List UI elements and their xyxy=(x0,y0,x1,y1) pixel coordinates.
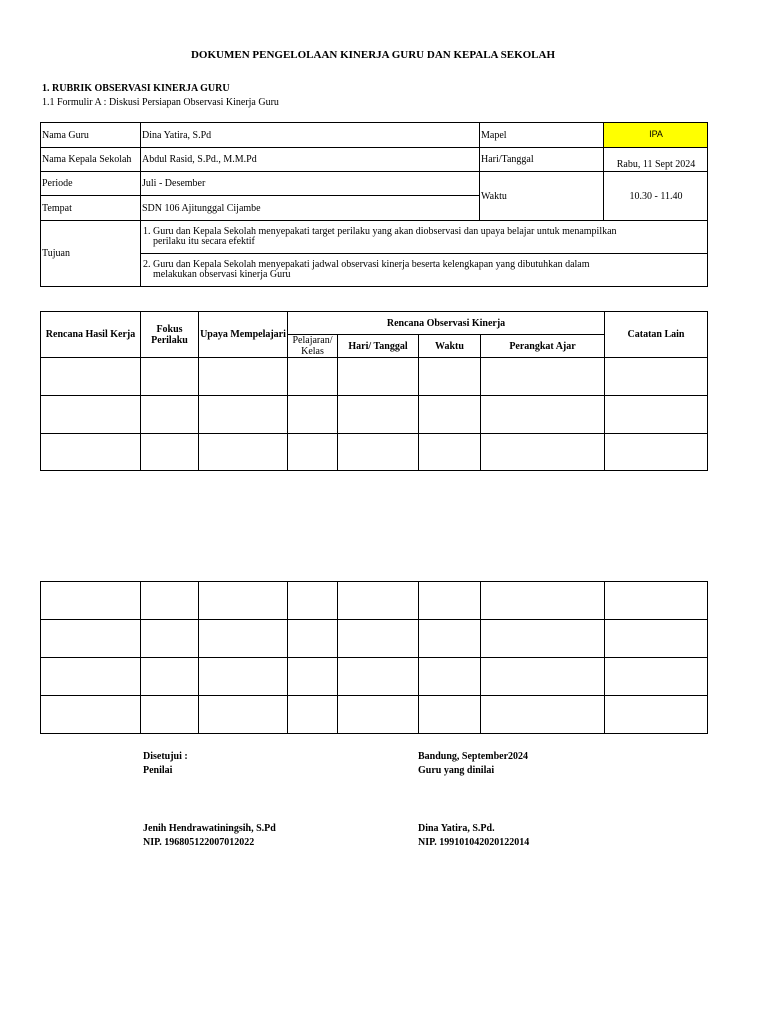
cell[interactable] xyxy=(288,434,338,471)
cell[interactable] xyxy=(199,696,288,734)
cell[interactable] xyxy=(481,658,605,696)
value-tempat: SDN 106 Ajitunggal Cijambe xyxy=(141,196,480,221)
cell[interactable] xyxy=(605,658,708,696)
cell[interactable] xyxy=(141,396,199,434)
cell[interactable] xyxy=(338,696,419,734)
cell[interactable] xyxy=(288,696,338,734)
cell[interactable] xyxy=(199,358,288,396)
header-catatan-lain: Catatan Lain xyxy=(605,312,708,358)
guru-name: Dina Yatira, S.Pd. xyxy=(418,823,495,834)
tujuan-item-1 xyxy=(141,221,708,254)
cell[interactable] xyxy=(419,658,481,696)
cell[interactable] xyxy=(605,396,708,434)
table-row xyxy=(41,620,708,658)
cell[interactable] xyxy=(141,434,199,471)
header-rencana-hasil-kerja: Rencana Hasil Kerja xyxy=(41,312,141,358)
label-periode: Periode xyxy=(41,172,141,196)
cell[interactable] xyxy=(419,696,481,734)
table-row xyxy=(41,582,708,620)
cell[interactable] xyxy=(605,582,708,620)
cell[interactable] xyxy=(141,582,199,620)
identity-table xyxy=(40,122,708,287)
cell[interactable] xyxy=(41,658,141,696)
penilai-nip: NIP. 196805122007012022 xyxy=(143,837,255,848)
cell[interactable] xyxy=(605,696,708,734)
cell[interactable] xyxy=(419,620,481,658)
cell[interactable] xyxy=(481,358,605,396)
cell[interactable] xyxy=(481,620,605,658)
cell[interactable] xyxy=(141,358,199,396)
value-waktu: 10.30 - 11.40 xyxy=(604,172,708,221)
header-rencana-observasi: Rencana Observasi Kinerja xyxy=(288,312,605,335)
cell[interactable] xyxy=(419,434,481,471)
observation-plan-table-continued xyxy=(40,581,708,734)
tujuan-2-line-1: 2. Guru dan Kepala Sekolah menyepakati jadwal observasi kinerja beserta kelengkapan yang dibutuhkan dalam xyxy=(143,259,590,270)
cell[interactable] xyxy=(141,658,199,696)
cell[interactable] xyxy=(288,658,338,696)
cell[interactable] xyxy=(41,358,141,396)
cell[interactable] xyxy=(481,696,605,734)
cell[interactable] xyxy=(288,582,338,620)
cell[interactable] xyxy=(338,434,419,471)
cell[interactable] xyxy=(605,358,708,396)
cell[interactable] xyxy=(481,434,605,471)
penilai-name: Jenih Hendrawatiningsih, S.Pd xyxy=(143,823,276,834)
signature-block-penilai xyxy=(143,750,188,778)
cell[interactable] xyxy=(141,696,199,734)
guru-dinilai-label: Guru yang dinilai xyxy=(418,765,495,776)
cell[interactable] xyxy=(419,396,481,434)
label-waktu: Waktu xyxy=(480,172,604,221)
table-row xyxy=(41,696,708,734)
cell[interactable] xyxy=(338,358,419,396)
label-tujuan: Tujuan xyxy=(41,221,141,287)
cell[interactable] xyxy=(199,582,288,620)
label-hari-tanggal: Hari/Tanggal xyxy=(480,148,604,172)
cell[interactable] xyxy=(419,582,481,620)
header-waktu: Waktu xyxy=(419,335,481,358)
cell[interactable] xyxy=(288,358,338,396)
value-nama-guru: Dina Yatira, S.Pd xyxy=(141,123,480,148)
cell[interactable] xyxy=(605,620,708,658)
cell[interactable] xyxy=(41,582,141,620)
cell[interactable] xyxy=(338,658,419,696)
section-heading: 1. RUBRIK OBSERVASI KINERJA GURU xyxy=(42,83,230,94)
cell[interactable] xyxy=(41,434,141,471)
label-kepala-sekolah: Nama Kepala Sekolah xyxy=(41,148,141,172)
table-row xyxy=(41,358,708,396)
cell[interactable] xyxy=(141,620,199,658)
cell[interactable] xyxy=(199,396,288,434)
penilai-label: Penilai xyxy=(143,765,173,776)
value-mapel: IPA xyxy=(604,123,708,148)
subsection-heading: 1.1 Formulir A : Diskusi Persiapan Observasi Kinerja Guru xyxy=(42,97,279,108)
cell[interactable] xyxy=(288,396,338,434)
header-perangkat-ajar: Perangkat Ajar xyxy=(481,335,605,358)
label-nama-guru: Nama Guru xyxy=(41,123,141,148)
cell[interactable] xyxy=(338,620,419,658)
label-mapel: Mapel xyxy=(480,123,604,148)
cell[interactable] xyxy=(288,620,338,658)
signature-penilai-name xyxy=(143,822,276,850)
cell[interactable] xyxy=(199,434,288,471)
table-row xyxy=(41,396,708,434)
header-fokus-perilaku: Fokus Perilaku xyxy=(141,312,199,358)
table-row xyxy=(41,434,708,471)
tujuan-1-line-2: perilaku itu secara efektif xyxy=(153,236,255,247)
header-upaya-mempelajari: Upaya Mempelajari xyxy=(199,312,288,358)
guru-nip: NIP. 199101042020122014 xyxy=(418,837,530,848)
table-row xyxy=(41,658,708,696)
value-periode: Juli - Desember xyxy=(141,172,480,196)
cell[interactable] xyxy=(605,434,708,471)
tujuan-2-line-2: melakukan observasi kinerja Guru xyxy=(153,269,291,280)
place-date: Bandung, September2024 xyxy=(418,751,529,762)
cell[interactable] xyxy=(481,582,605,620)
label-tempat: Tempat xyxy=(41,196,141,221)
tujuan-item-2 xyxy=(141,254,708,287)
cell[interactable] xyxy=(338,582,419,620)
cell[interactable] xyxy=(41,396,141,434)
observation-plan-table xyxy=(40,311,708,471)
approved-label: Disetujui : xyxy=(143,751,188,762)
value-hari-tanggal: Rabu, 11 Sept 2024 xyxy=(604,148,708,172)
cell[interactable] xyxy=(41,620,141,658)
cell[interactable] xyxy=(481,396,605,434)
value-kepala-sekolah: Abdul Rasid, S.Pd., M.M.Pd xyxy=(141,148,480,172)
tujuan-1-line-1: 1. Guru dan Kepala Sekolah menyepakati target perilaku yang akan diobservasi dan upaya belajar untuk menampilkan xyxy=(143,226,617,237)
header-hari-tanggal: Hari/ Tanggal xyxy=(338,335,419,358)
header-pelajaran-kelas: Pelajaran/ Kelas xyxy=(288,335,338,358)
cell[interactable] xyxy=(41,696,141,734)
signature-guru-name xyxy=(418,822,529,850)
cell[interactable] xyxy=(199,620,288,658)
document-title: DOKUMEN PENGELOLAAN KINERJA GURU DAN KEPALA SEKOLAH xyxy=(190,49,556,61)
cell[interactable] xyxy=(338,396,419,434)
cell[interactable] xyxy=(199,658,288,696)
signature-block-guru xyxy=(418,750,528,778)
cell[interactable] xyxy=(419,358,481,396)
